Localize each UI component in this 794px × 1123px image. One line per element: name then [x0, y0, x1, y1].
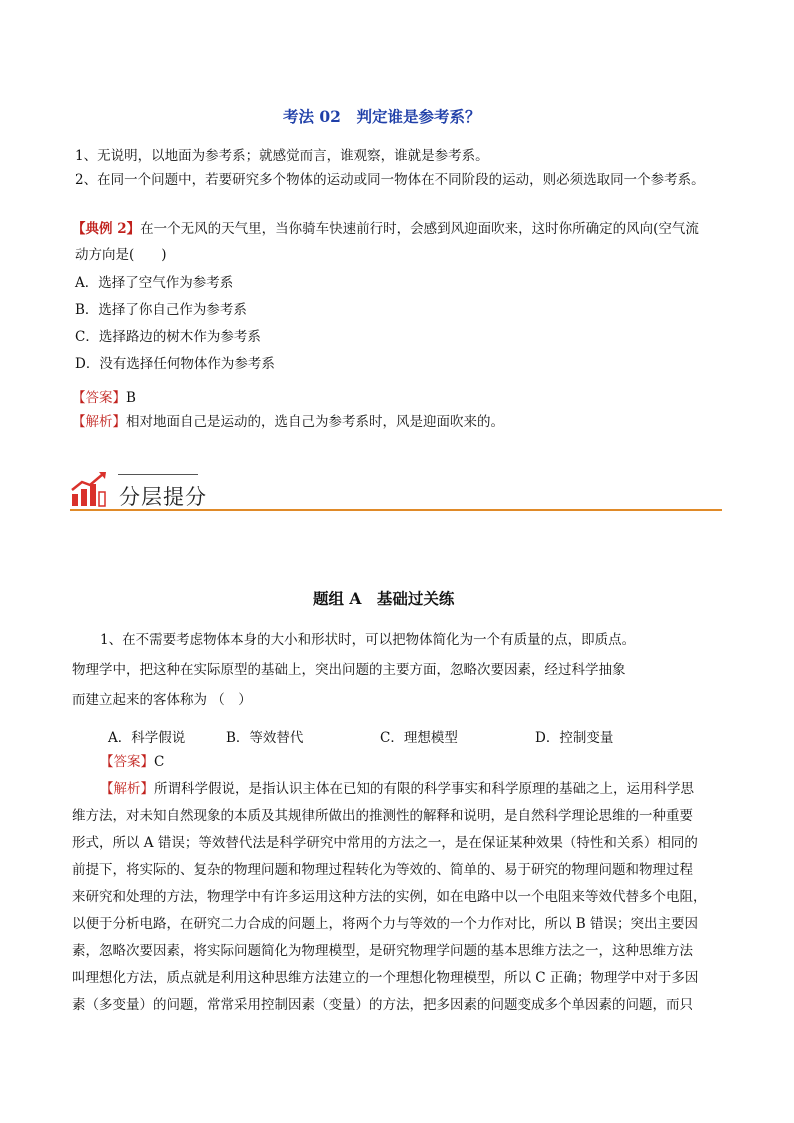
- q1-line-3: 而建立起来的客体称为 （ ）: [72, 692, 252, 708]
- example-answer: [72, 388, 136, 408]
- example-option-c: C．选择路边的树木作为参考系: [75, 329, 261, 345]
- banner-top-rule: [118, 474, 198, 475]
- analysis-text: 相对地面自己是运动的，选自己为参考系时，风是迎面吹来的。: [126, 414, 504, 430]
- analysis-tag: 【解析】: [72, 414, 126, 430]
- rule-line-1: 1、无说明，以地面为参考系；就感觉而言，谁观察，谁就是参考系。: [75, 148, 489, 164]
- q1-analysis-line-2: 维方法，对未知自然现象的本质及其规律所做出的推测性的解释和说明，是自然科学理论思维的一种重要: [72, 808, 693, 824]
- q1-analysis-line-1: [100, 779, 694, 799]
- example-option-a: A．选择了空气作为参考系: [75, 275, 234, 291]
- q1-line-1: 1、在不需要考虑物体本身的大小和形状时，可以把物体简化为一个有质量的点，即质点。: [100, 632, 636, 648]
- answer-value: B: [126, 390, 136, 406]
- rule-line-2: 2、在同一个问题中，若要研究多个物体的运动或同一物体在不同阶段的运动，则必须选取同一个参考系。: [75, 172, 705, 188]
- example-question-line-2: 动方向是( ): [75, 247, 167, 263]
- q1-line-2: 物理学中，把这种在实际原型的基础上，突出问题的主要方面，忽略次要因素，经过科学抽象: [72, 662, 626, 678]
- example-option-b: B．选择了你自己作为参考系: [75, 302, 247, 318]
- q1-analysis-line-4: 前提下，将实际的、复杂的物理问题和物理过程转化为等效的、简单的、易于研究的物理问题和物理过程: [72, 862, 693, 878]
- example-analysis: [72, 412, 504, 432]
- group-a-title: 题组 A 基础过关练: [313, 589, 455, 608]
- section-title: 考法 02 判定谁是参考系？: [283, 107, 481, 126]
- q1-analysis-line-3: 形式，所以 A 错误；等效替代法是科学研究中常用的方法之一，是在保证某种效果（特性和关系）相同的: [72, 835, 698, 851]
- q1-answer-value: C: [154, 754, 165, 770]
- q1-analysis-tag: 【解析】: [100, 781, 154, 797]
- banner-divider: [70, 509, 722, 511]
- example-question-line-1: [72, 219, 699, 239]
- example-question-text: 在一个无风的天气里，当你骑车快速前行时，会感到风迎面吹来，这时你所确定的风向(空气流: [140, 221, 699, 237]
- q1-analysis-line-8: 叫理想化方法，质点就是利用这种思维方法建立的一个理想化物理模型，所以 C 正确；物理学中对于多因: [72, 970, 699, 986]
- q1-option-d: D．控制变量: [535, 730, 614, 746]
- banner-title: 分层提分: [119, 485, 207, 509]
- example-option-d: D．没有选择任何物体作为参考系: [75, 356, 275, 372]
- q1-answer: [100, 752, 164, 772]
- q1-analysis-line-9: 素（多变量）的问题，常常采用控制因素（变量）的方法，把多因素的问题变成多个单因素的问题，而只: [72, 997, 693, 1013]
- q1-option-c: C．理想模型: [380, 730, 458, 746]
- q1-option-a: A．科学假说: [108, 730, 186, 746]
- q1-analysis-line-6: 以便于分析电路，在研究二力合成的问题上，将两个力与等效的一个力作对比，所以 B 错误；突出主要因: [72, 916, 699, 932]
- rising-bar-chart-icon: [70, 470, 110, 508]
- example-tag: 【典例 2】: [72, 221, 141, 237]
- q1-analysis-line-7: 素，忽略次要因素，将实际问题简化为物理模型，是研究物理学问题的基本思维方法之一，这种思维方法: [72, 943, 693, 959]
- answer-tag: 【答案】: [72, 390, 126, 406]
- q1-analysis-text-1: 所谓科学假说，是指认识主体在已知的有限的科学事实和科学原理的基础之上，运用科学思: [154, 781, 694, 797]
- q1-answer-tag: 【答案】: [100, 754, 154, 770]
- q1-analysis-line-5: 来研究和处理的方法，物理学中有许多运用这种方法的实例，如在电路中以一个电阻来等效代替多个电阻，: [72, 889, 707, 905]
- q1-option-b: B．等效替代: [226, 730, 304, 746]
